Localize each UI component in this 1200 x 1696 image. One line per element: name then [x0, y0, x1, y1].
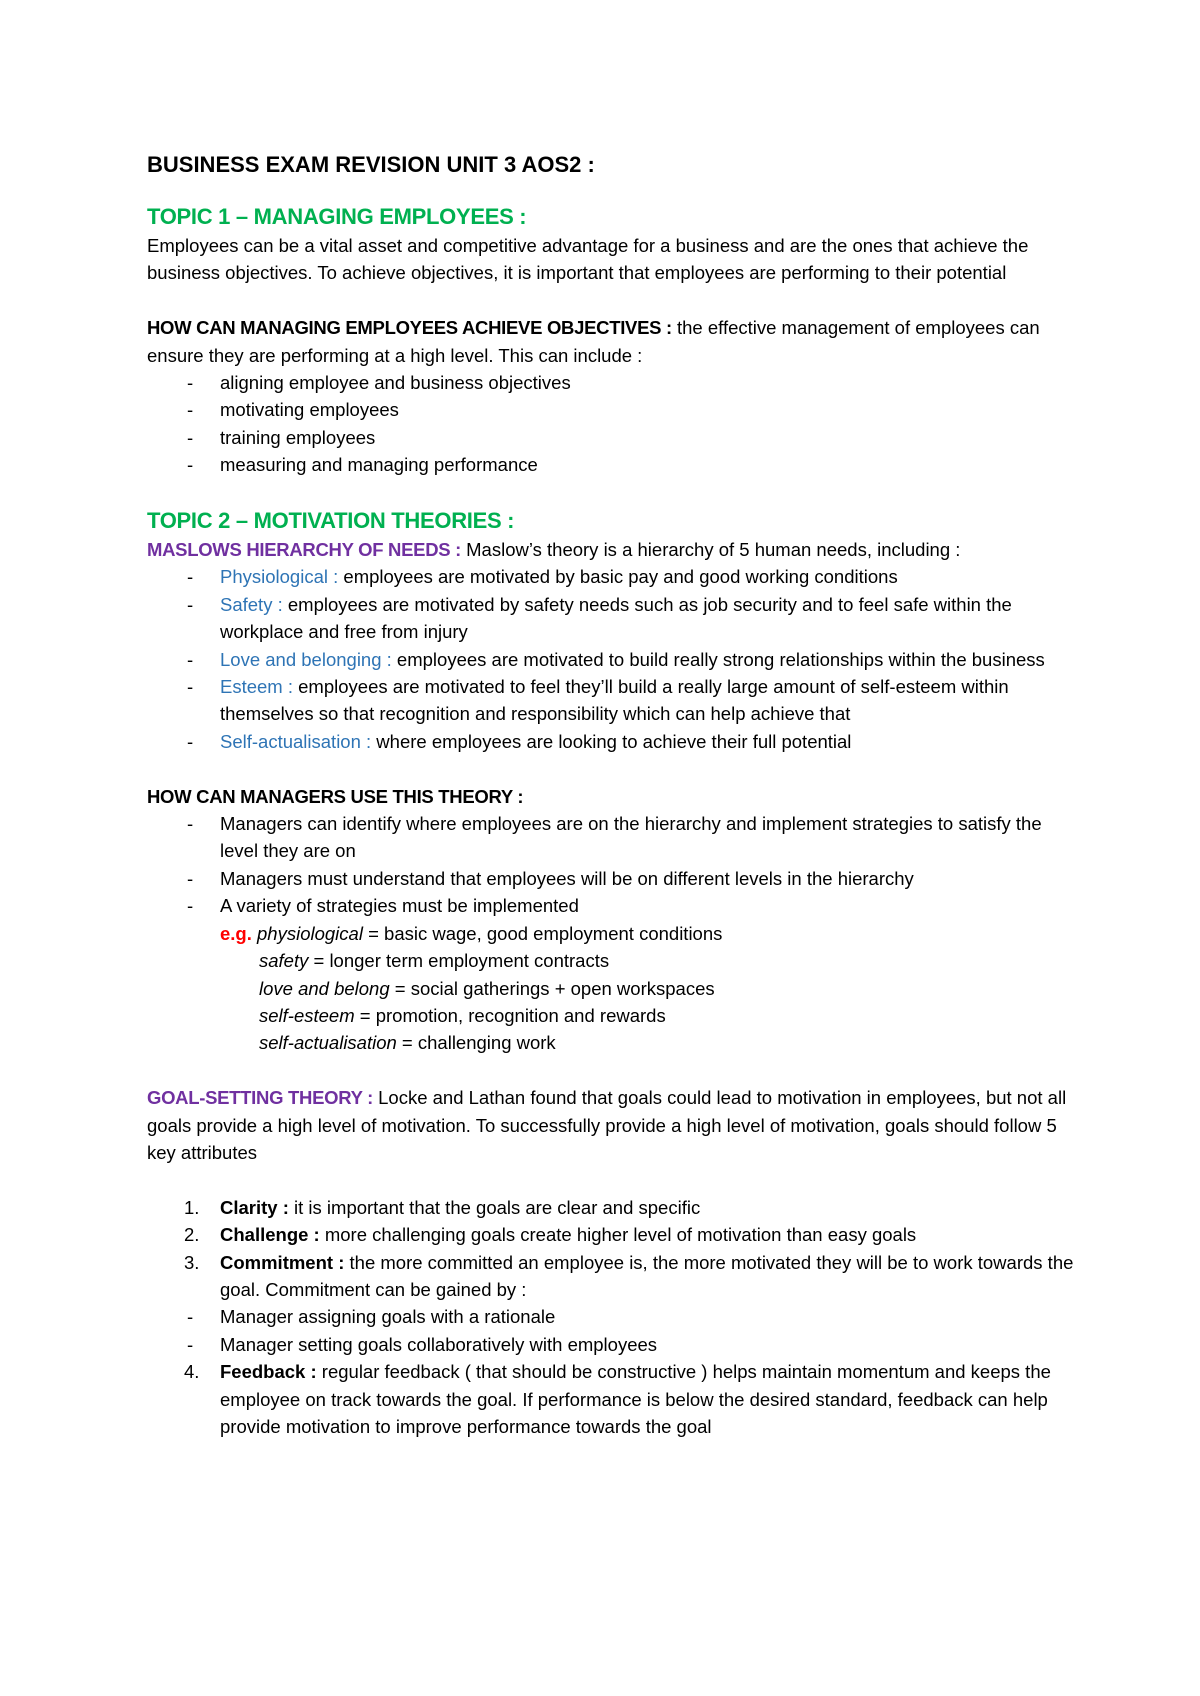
list-item: - Manager assigning goals with a rationale — [147, 1303, 1077, 1330]
topic2-heading: TOPIC 2 – MOTIVATION THEORIES : — [147, 508, 515, 534]
example-term: self-esteem — [259, 1004, 355, 1026]
example-text: = basic wage, good employment conditions — [362, 922, 723, 944]
list-item: - motivating employees — [147, 396, 1077, 423]
topic1-intro: Employees can be a vital asset and competitive advantage for a business and are the ones that achieve the business objectives. To achieve objectives, it is important that employees are performing to their potential — [147, 235, 1029, 284]
eg-label: e.g. — [220, 922, 252, 944]
list-item — [147, 563, 1077, 590]
example-line — [147, 975, 1077, 1002]
maslow-term: Love and belonging : — [220, 648, 392, 670]
list-item: - training employees — [147, 424, 1077, 451]
example-term: self-actualisation — [259, 1032, 397, 1054]
list-item — [147, 1194, 1077, 1221]
maslow-term: Safety : — [220, 593, 283, 615]
maslow-list — [147, 563, 1077, 755]
maslow-desc: employees are motivated to feel they’ll build a really large amount of self-esteem within themselves so that recognition and responsibility which can help achieve that — [220, 676, 1009, 725]
maslow-desc: where employees are looking to achieve their full potential — [371, 730, 852, 752]
maslow-term: Physiological : — [220, 566, 339, 588]
example-text: = longer term employment contracts — [308, 950, 610, 972]
list-item: - Managers must understand that employees will be on different levels in the hierarchy — [147, 865, 1077, 892]
list-item — [147, 1221, 1077, 1248]
maslow-desc: employees are motivated by basic pay and good working conditions — [338, 566, 898, 588]
maslow-paragraph — [147, 536, 1077, 563]
example-term: physiological — [257, 922, 363, 944]
how-managing-heading: HOW CAN MANAGING EMPLOYEES ACHIEVE OBJECTIVES : — [147, 317, 672, 339]
list-item: - aligning employee and business objectives — [147, 369, 1077, 396]
example-term: safety — [259, 950, 309, 972]
goal-desc: the more committed an employee is, the more motivated they will be to work towards the goal. Commitment can be gained by : — [220, 1251, 1074, 1300]
managers-list — [147, 810, 1077, 920]
how-managing-text: the effective management of employees can ensure they are performing at a high level. This can include : — [147, 317, 1040, 366]
example-text: = social gatherings + open workspaces — [389, 977, 715, 999]
list-item — [147, 728, 1077, 755]
list-item — [147, 591, 1077, 646]
goal-setting-paragraph — [147, 1084, 1077, 1166]
goal-setting-text: Locke and Lathan found that goals could lead to motivation in employees, but not all goals provide a high level of motivation. To successfully provide a high level of motivation, goals should follow 5 key attributes — [147, 1087, 1067, 1163]
example-line — [147, 920, 1077, 947]
list-item — [147, 673, 1077, 728]
goal-attributes-list — [147, 1194, 1077, 1304]
list-item: - Managers can identify where employees are on the hierarchy and implement strategies to satisfy the level they are on — [147, 810, 1077, 865]
goal-desc: more challenging goals create higher level of motivation than easy goals — [319, 1224, 917, 1246]
goal-term: Clarity : — [220, 1196, 289, 1218]
maslow-term: Esteem : — [220, 676, 293, 698]
list-item — [147, 1358, 1077, 1440]
managers-heading: HOW CAN MANAGERS USE THIS THEORY : — [147, 785, 524, 807]
goal-attributes-list-cont — [147, 1358, 1077, 1440]
list-item: - measuring and managing performance — [147, 451, 1077, 478]
commitment-list — [147, 1303, 1077, 1358]
goal-term: Feedback : — [220, 1361, 317, 1383]
goal-setting-heading: GOAL-SETTING THEORY : — [147, 1087, 373, 1109]
how-managing-list — [147, 369, 1077, 479]
example-line — [147, 947, 1077, 974]
example-term: love and belong — [259, 977, 390, 999]
item-number: 3. — [184, 1251, 200, 1273]
list-item: - A variety of strategies must be implemented — [147, 892, 1077, 919]
item-number: 4. — [184, 1361, 200, 1383]
maslow-desc: employees are motivated by safety needs such as job security and to feel safe within the workplace and free from injury — [220, 593, 1012, 643]
example-text: = challenging work — [396, 1032, 556, 1054]
maslow-heading: MASLOWS HIERARCHY OF NEEDS : — [147, 539, 461, 561]
example-line — [147, 1029, 1077, 1056]
list-item — [147, 646, 1077, 673]
item-number: 1. — [184, 1196, 200, 1218]
goal-desc: regular feedback ( that should be constructive ) helps maintain momentum and keeps the employee on track towards the goal. If performance is below the desired standard, feedback can help provide motivation to improve performance towards the goal — [220, 1361, 1051, 1437]
document-page — [147, 150, 1077, 1440]
how-managing-paragraph — [147, 314, 1077, 369]
item-number: 2. — [184, 1224, 200, 1246]
list-item: - Manager setting goals collaboratively with employees — [147, 1331, 1077, 1358]
goal-term: Challenge : — [220, 1224, 320, 1246]
document-title: BUSINESS EXAM REVISION UNIT 3 AOS2 : — [147, 152, 595, 177]
goal-desc: it is important that the goals are clear and specific — [288, 1196, 701, 1218]
example-text: = promotion, recognition and rewards — [354, 1004, 666, 1026]
example-line — [147, 1002, 1077, 1029]
maslow-desc: employees are motivated to build really strong relationships within the business — [391, 648, 1045, 670]
maslow-term: Self-actualisation : — [220, 730, 372, 752]
topic1-heading: TOPIC 1 – MANAGING EMPLOYEES : — [147, 204, 527, 229]
maslow-text: Maslow’s theory is a hierarchy of 5 human needs, including : — [461, 539, 961, 561]
goal-term: Commitment : — [220, 1251, 345, 1273]
list-item — [147, 1249, 1077, 1304]
